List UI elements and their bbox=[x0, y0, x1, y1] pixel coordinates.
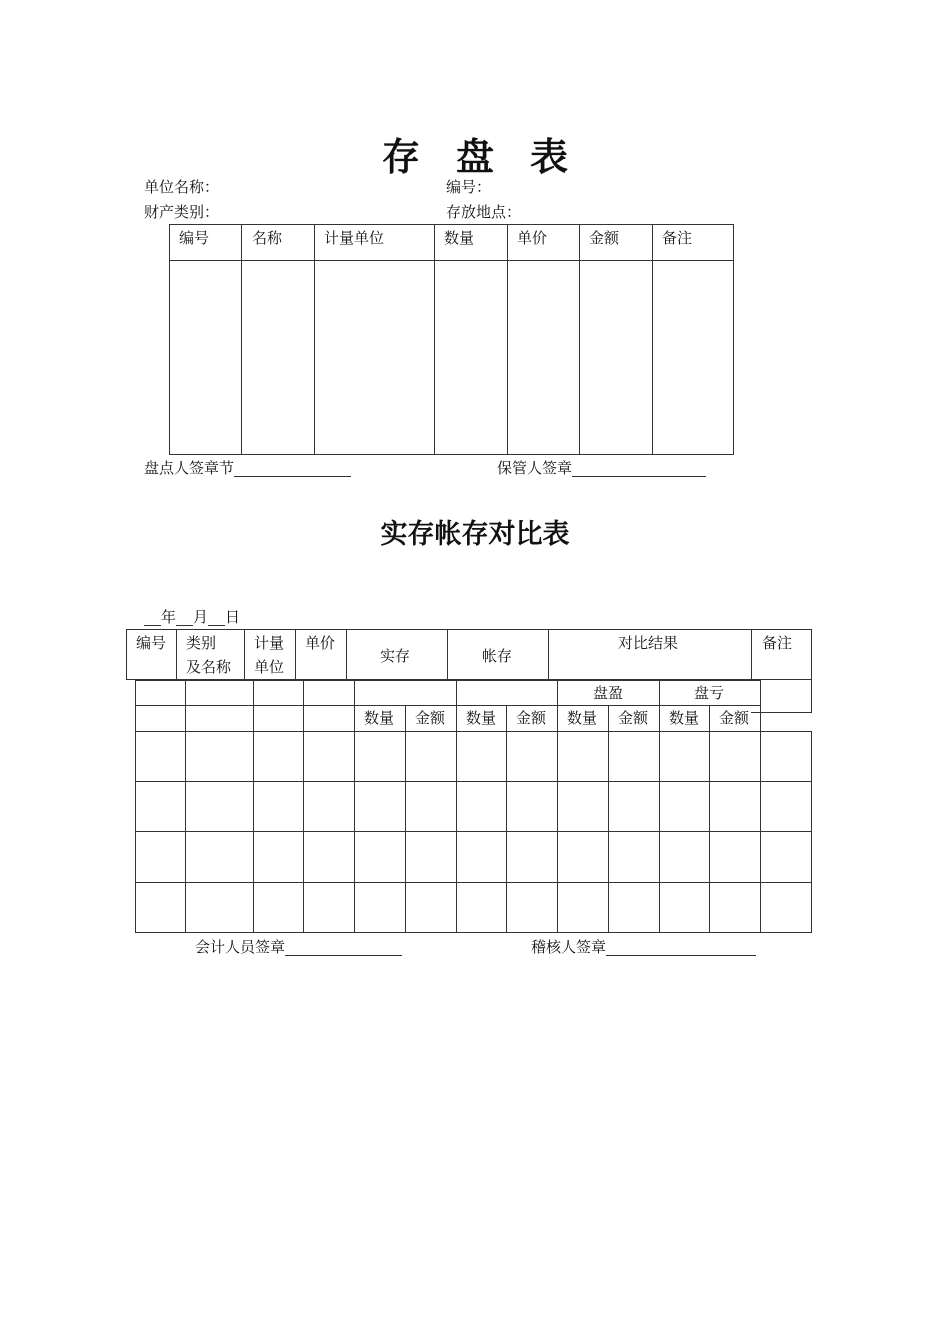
signature-line bbox=[606, 939, 756, 956]
comparison-body bbox=[135, 731, 812, 933]
subheader-divider bbox=[608, 705, 609, 732]
subheader-divider bbox=[506, 705, 507, 732]
header-unit: 计量 bbox=[254, 634, 285, 652]
header-book: 帐存 bbox=[482, 647, 513, 665]
accountant-signature-label: 会计人员签章 bbox=[195, 938, 286, 956]
column-header: 金额 bbox=[589, 229, 620, 247]
column-header: 单价 bbox=[517, 229, 548, 247]
body-divider bbox=[405, 731, 406, 933]
subheader-divider bbox=[557, 680, 558, 732]
body-divider bbox=[506, 731, 507, 933]
header-divider bbox=[176, 629, 177, 680]
comparison-subheader bbox=[135, 680, 761, 732]
header-shortage: 盘亏 bbox=[694, 684, 725, 702]
column-header: 编号 bbox=[179, 229, 210, 247]
comparison-sheet-title: 实存帐存对比表 bbox=[380, 519, 570, 550]
title-char: 表 bbox=[530, 135, 569, 179]
unit-name-label: 单位名称： bbox=[144, 178, 220, 196]
header-divider bbox=[295, 629, 296, 680]
header-result: 对比结果 bbox=[618, 634, 679, 652]
col-divider bbox=[507, 224, 508, 455]
header-category-name: 及名称 bbox=[186, 658, 232, 676]
title-char: 存 bbox=[381, 135, 420, 179]
month-label: 月 bbox=[193, 608, 209, 626]
header-amount: 金额 bbox=[618, 709, 649, 727]
header-remarks: 备注 bbox=[762, 634, 793, 652]
header-qty: 数量 bbox=[567, 709, 598, 727]
body-divider bbox=[608, 731, 609, 933]
header-category-name: 类别 bbox=[186, 634, 217, 652]
subheader-divider bbox=[405, 705, 406, 732]
subheader-divider bbox=[659, 680, 660, 732]
inventory-table-header-rule bbox=[169, 260, 734, 261]
body-divider bbox=[185, 731, 186, 933]
counter-signature bbox=[144, 459, 351, 477]
table-row bbox=[135, 882, 812, 883]
header-amount: 金额 bbox=[719, 709, 750, 727]
day-label: 日 bbox=[225, 608, 241, 626]
body-divider bbox=[760, 731, 761, 933]
header-amount: 金额 bbox=[516, 709, 547, 727]
header-divider bbox=[346, 629, 347, 680]
body-divider bbox=[354, 731, 355, 933]
body-divider bbox=[659, 731, 660, 933]
subheader-divider bbox=[185, 680, 186, 732]
header-unit-price: 单价 bbox=[305, 634, 336, 652]
header-number: 编号 bbox=[136, 634, 167, 652]
year-label: 年 bbox=[161, 608, 177, 626]
table-row bbox=[135, 781, 812, 782]
signature-line bbox=[234, 460, 351, 477]
auditor-signature bbox=[531, 938, 756, 956]
body-divider bbox=[303, 731, 304, 933]
col-divider bbox=[241, 224, 242, 455]
year-blank bbox=[144, 611, 161, 626]
header-divider bbox=[548, 629, 549, 680]
title-char: 盘 bbox=[455, 135, 494, 179]
month-blank bbox=[176, 611, 193, 626]
remarks-border bbox=[811, 629, 812, 713]
signature-line bbox=[285, 939, 402, 956]
signature-line bbox=[572, 460, 706, 477]
accountant-signature bbox=[195, 938, 402, 956]
col-divider bbox=[652, 224, 653, 455]
column-header: 数量 bbox=[444, 229, 475, 247]
header-unit: 单位 bbox=[254, 658, 285, 676]
header-actual: 实存 bbox=[380, 647, 411, 665]
header-qty: 数量 bbox=[466, 709, 497, 727]
col-divider bbox=[434, 224, 435, 455]
header-qty: 数量 bbox=[669, 709, 700, 727]
header-amount: 金额 bbox=[415, 709, 446, 727]
body-divider bbox=[253, 731, 254, 933]
body-divider bbox=[557, 731, 558, 933]
subheader-divider bbox=[253, 680, 254, 732]
body-divider bbox=[456, 731, 457, 933]
custodian-signature bbox=[497, 459, 706, 477]
asset-category-label: 财产类别： bbox=[144, 203, 220, 221]
col-divider bbox=[579, 224, 580, 455]
table-row bbox=[135, 831, 812, 832]
subheader-rule bbox=[135, 705, 761, 706]
subheader-divider bbox=[456, 680, 457, 732]
custodian-signature-label: 保管人签章 bbox=[497, 459, 573, 477]
header-divider bbox=[244, 629, 245, 680]
header-surplus: 盘盈 bbox=[593, 684, 624, 702]
auditor-signature-label: 稽核人签章 bbox=[531, 938, 607, 956]
column-header: 计量单位 bbox=[324, 229, 385, 247]
col-divider bbox=[314, 224, 315, 455]
column-header: 名称 bbox=[252, 229, 283, 247]
subheader-divider bbox=[709, 705, 710, 732]
number-label: 编号： bbox=[446, 178, 492, 196]
body-divider bbox=[709, 731, 710, 933]
header-qty: 数量 bbox=[364, 709, 395, 727]
subheader-divider bbox=[354, 680, 355, 732]
column-header: 备注 bbox=[662, 229, 693, 247]
date-line bbox=[144, 608, 240, 626]
inventory-table bbox=[169, 224, 734, 455]
header-divider bbox=[751, 629, 752, 680]
subheader-divider bbox=[303, 680, 304, 732]
counter-signature-label: 盘点人签章节 bbox=[144, 459, 235, 477]
header-divider bbox=[447, 629, 448, 680]
day-blank bbox=[208, 611, 225, 626]
inventory-sheet-title bbox=[0, 126, 950, 181]
storage-location-label: 存放地点： bbox=[446, 203, 522, 221]
